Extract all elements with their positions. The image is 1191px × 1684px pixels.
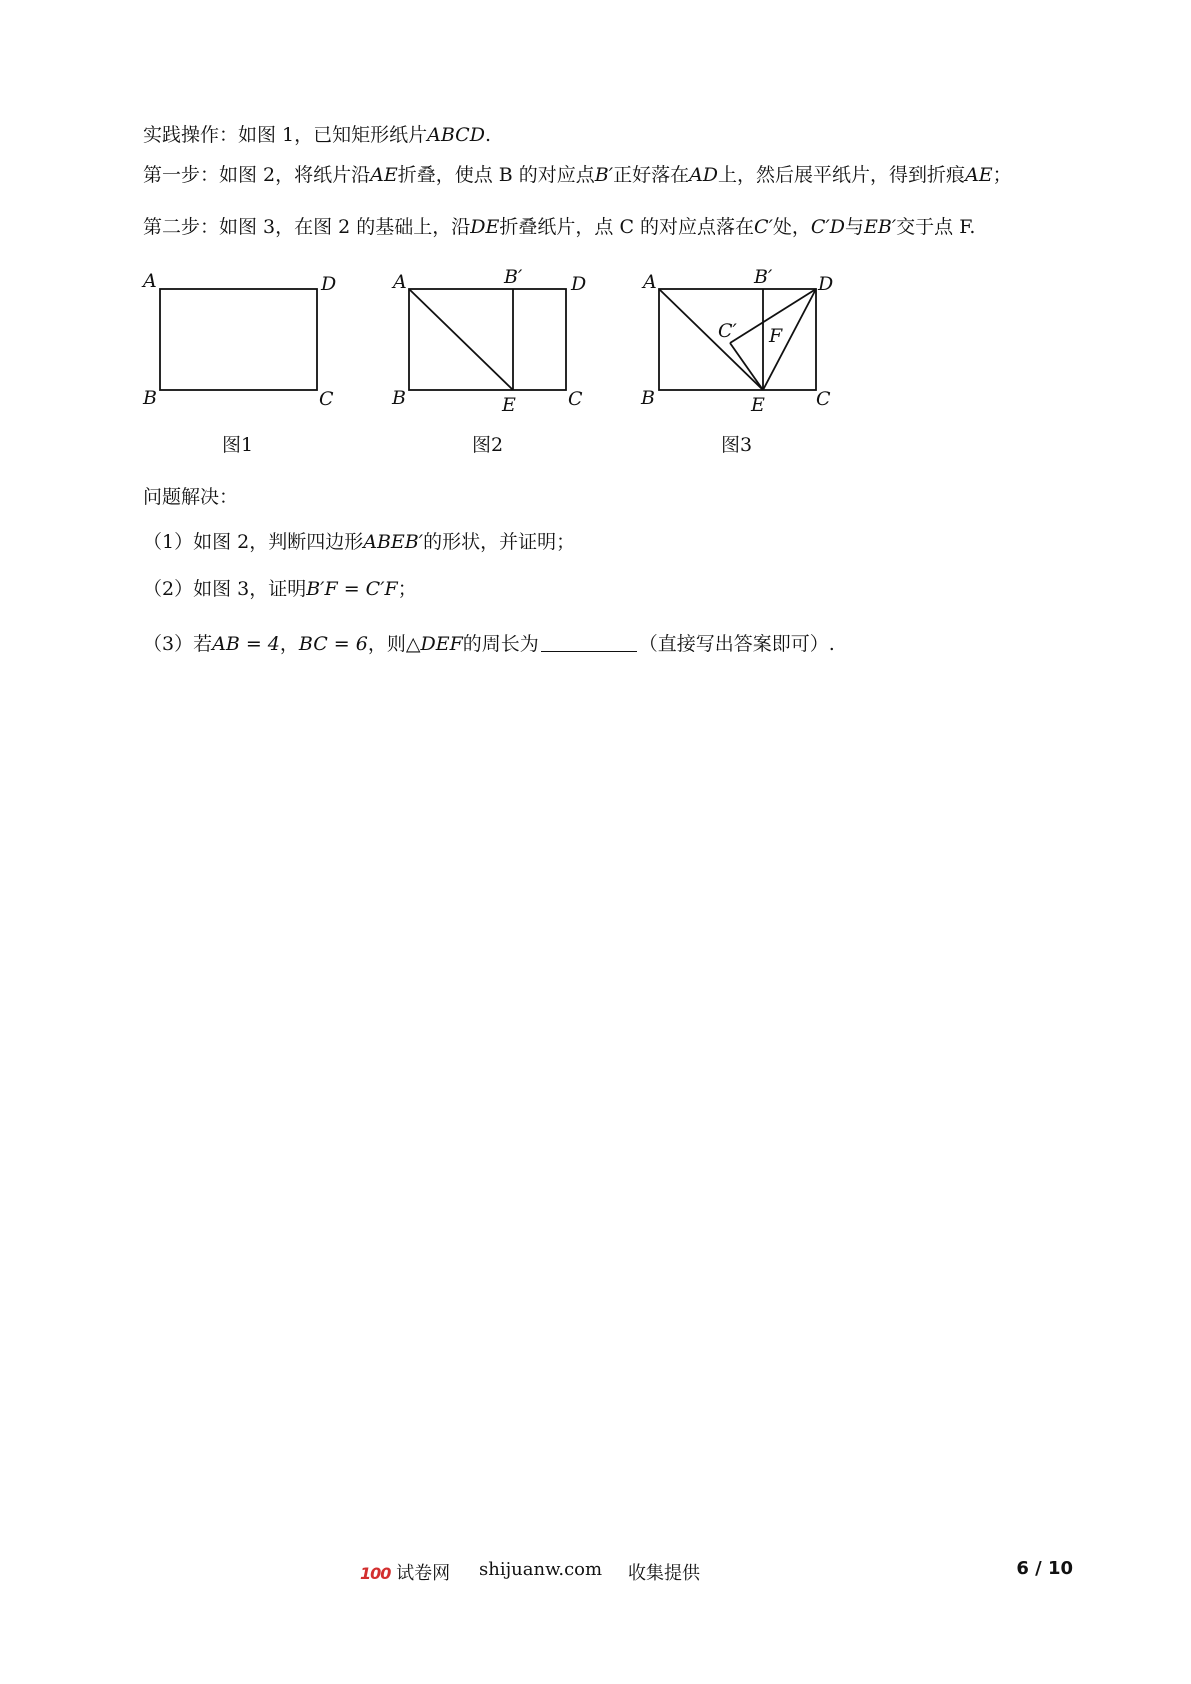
fig1-label-b: B [143,387,157,409]
fig3-segment-cpe [730,343,763,390]
fig3-caption: 图3 [721,434,753,456]
fig3-label-e: E [751,394,765,416]
footer-brand [360,1559,450,1585]
figures-svg [0,0,1191,480]
question-2: （2）如图 3，证明B′F = C′F； [143,578,417,600]
fig3-label-bp: B′ [754,266,773,288]
fig3-label-f: F [769,325,783,347]
site-logo: 100 [360,1564,391,1583]
fig2-label-d: D [571,273,587,295]
fig2-crease-ae [409,289,513,390]
fig2-label-e: E [502,394,516,416]
answer-blank[interactable] [541,633,637,652]
fig1-label-d: D [321,273,337,295]
fig1-caption: 图1 [222,434,254,456]
page-number: 6 / 10 [1016,1558,1073,1579]
fig3-label-b: B [641,387,655,409]
fig1-label-c: C [319,388,334,410]
intro-line: 实践操作：如图 1，已知矩形纸片ABCD. [143,124,491,146]
footer-url[interactable]: shijuanw.com [479,1559,603,1580]
step1-line: 第一步：如图 2，将纸片沿AE折叠，使点 B 的对应点B′正好落在AD上，然后展平纸片，得到折痕AE； [143,164,1012,186]
fig3-label-d: D [818,273,834,295]
fig2-label-bp: B′ [504,266,523,288]
fig3-crease-ae [659,289,763,390]
figure-2 [409,289,566,390]
fig2-caption: 图2 [472,434,504,456]
fig1-rectangle [160,289,317,390]
step2-line: 第二步：如图 3，在图 2 的基础上，沿DE折叠纸片，点 C 的对应点落在C′处，C′D与EB′交于点 F. [143,216,976,238]
fig3-label-c: C [816,388,831,410]
fig2-label-b: B [392,387,406,409]
fig1-label-a: A [143,270,157,292]
question-3: （3）若AB = 4，BC = 6，则△DEF的周长为 （直接写出答案即可）. [143,633,835,655]
fig3-label-a: A [643,271,657,293]
problem-title: 问题解决： [143,486,239,508]
fig2-label-c: C [568,388,583,410]
fig2-label-a: A [393,271,407,293]
figure-3 [659,289,816,390]
figure-1 [160,289,317,390]
site-name: 试卷网 [396,1563,451,1584]
fig2-rectangle [409,289,566,390]
footer-provided: 收集提供 [628,1563,700,1584]
question-1: （1）如图 2，判断四边形ABEB′的形状，并证明； [143,531,576,553]
fig3-label-cp: C′ [718,320,737,342]
